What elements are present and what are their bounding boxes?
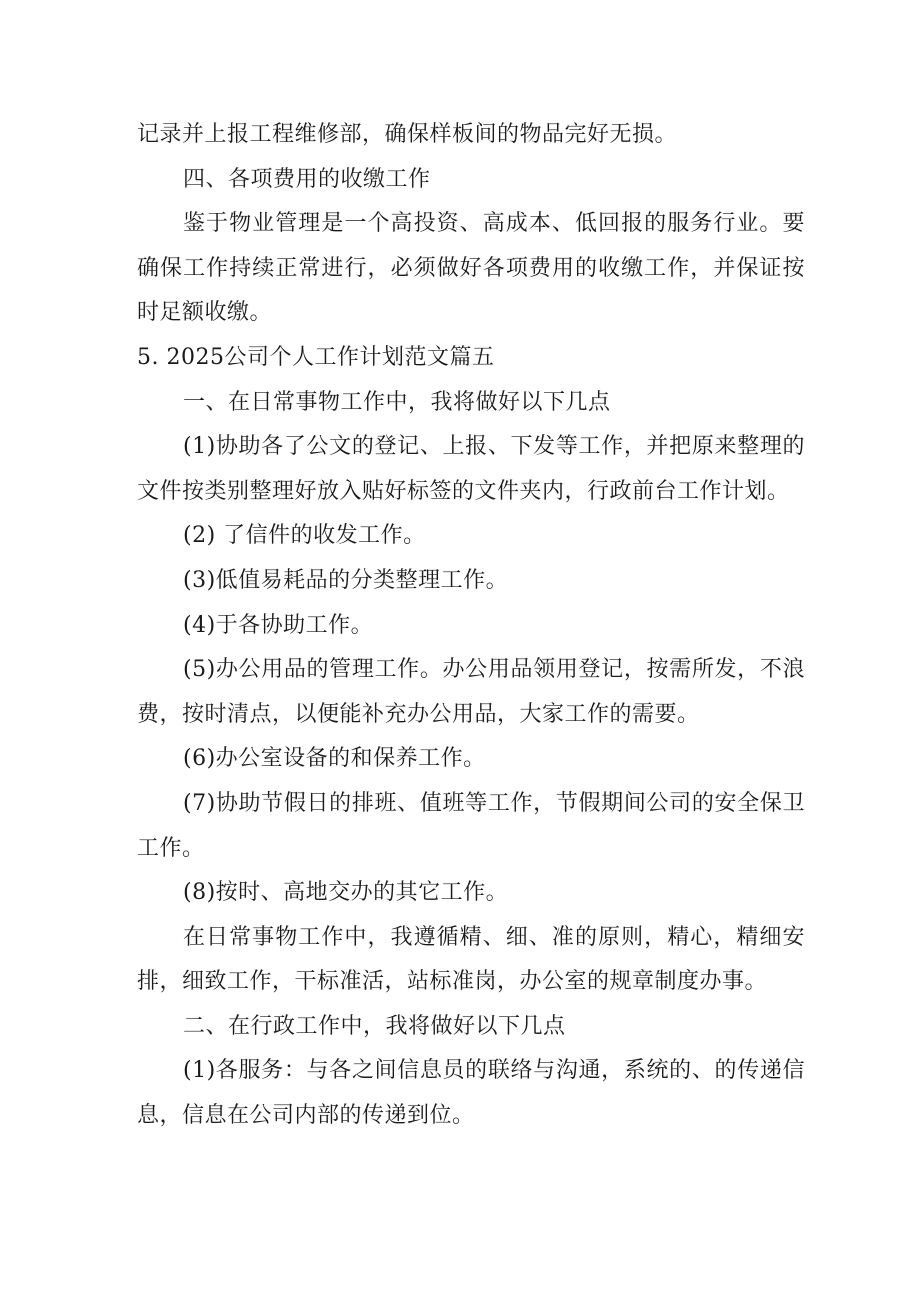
paragraph-daily-summary: 在日常事物工作中，我遵循精、细、准的原则，精心，精细安排，细致工作，干标准活，站标准岗，办公室的规章制度办事。	[137, 924, 805, 995]
list-item: (6)办公室设备的和保养工作。	[183, 746, 486, 772]
list-item: (4)于各协助工作。	[183, 612, 374, 638]
document-body	[137, 113, 805, 1139]
section-heading-admin-work: 二、在行政工作中，我将做好以下几点	[183, 1013, 566, 1039]
list-item: (1)协助各了公文的登记、上报、下发等工作，并把原来整理的文件按类别整理好放入贴好标签的文件夹内，行政前台工作计划。	[137, 434, 805, 504]
list-item: (5)办公用品的管理工作。办公用品领用登记，按需所发，不浪费，按时清点，以便能补充办公用品，大家工作的需要。	[137, 657, 805, 727]
article-title: 5. 2025公司个人工作计划范文篇五	[137, 344, 495, 370]
paragraph-continuation: 记录并上报工程维修部，确保样板间的物品完好无损。	[137, 122, 678, 147]
list-item: (3)低值易耗品的分类整理工作。	[183, 567, 509, 593]
section-heading-daily-work: 一、在日常事物工作中，我将做好以下几点	[183, 389, 611, 415]
list-item: (2) 了信件的收发工作。	[183, 523, 426, 549]
list-item: (8)按时、高地交办的其它工作。	[183, 880, 509, 906]
paragraph-fee-collection: 鉴于物业管理是一个高投资、高成本、低回报的服务行业。要确保工作持续正常进行，必须做好各项费用的收缴工作，并保证按时足额收缴。	[137, 211, 805, 326]
section-heading-fee-collection: 四、各项费用的收缴工作	[183, 166, 431, 192]
list-item: (7)协助节假日的排班、值班等工作，节假期间公司的安全保卫工作。	[137, 790, 805, 861]
list-item: (1)各服务：与各之间信息员的联络与沟通，系统的、的传递信息，信息在公司内部的传递到位。	[137, 1058, 805, 1129]
